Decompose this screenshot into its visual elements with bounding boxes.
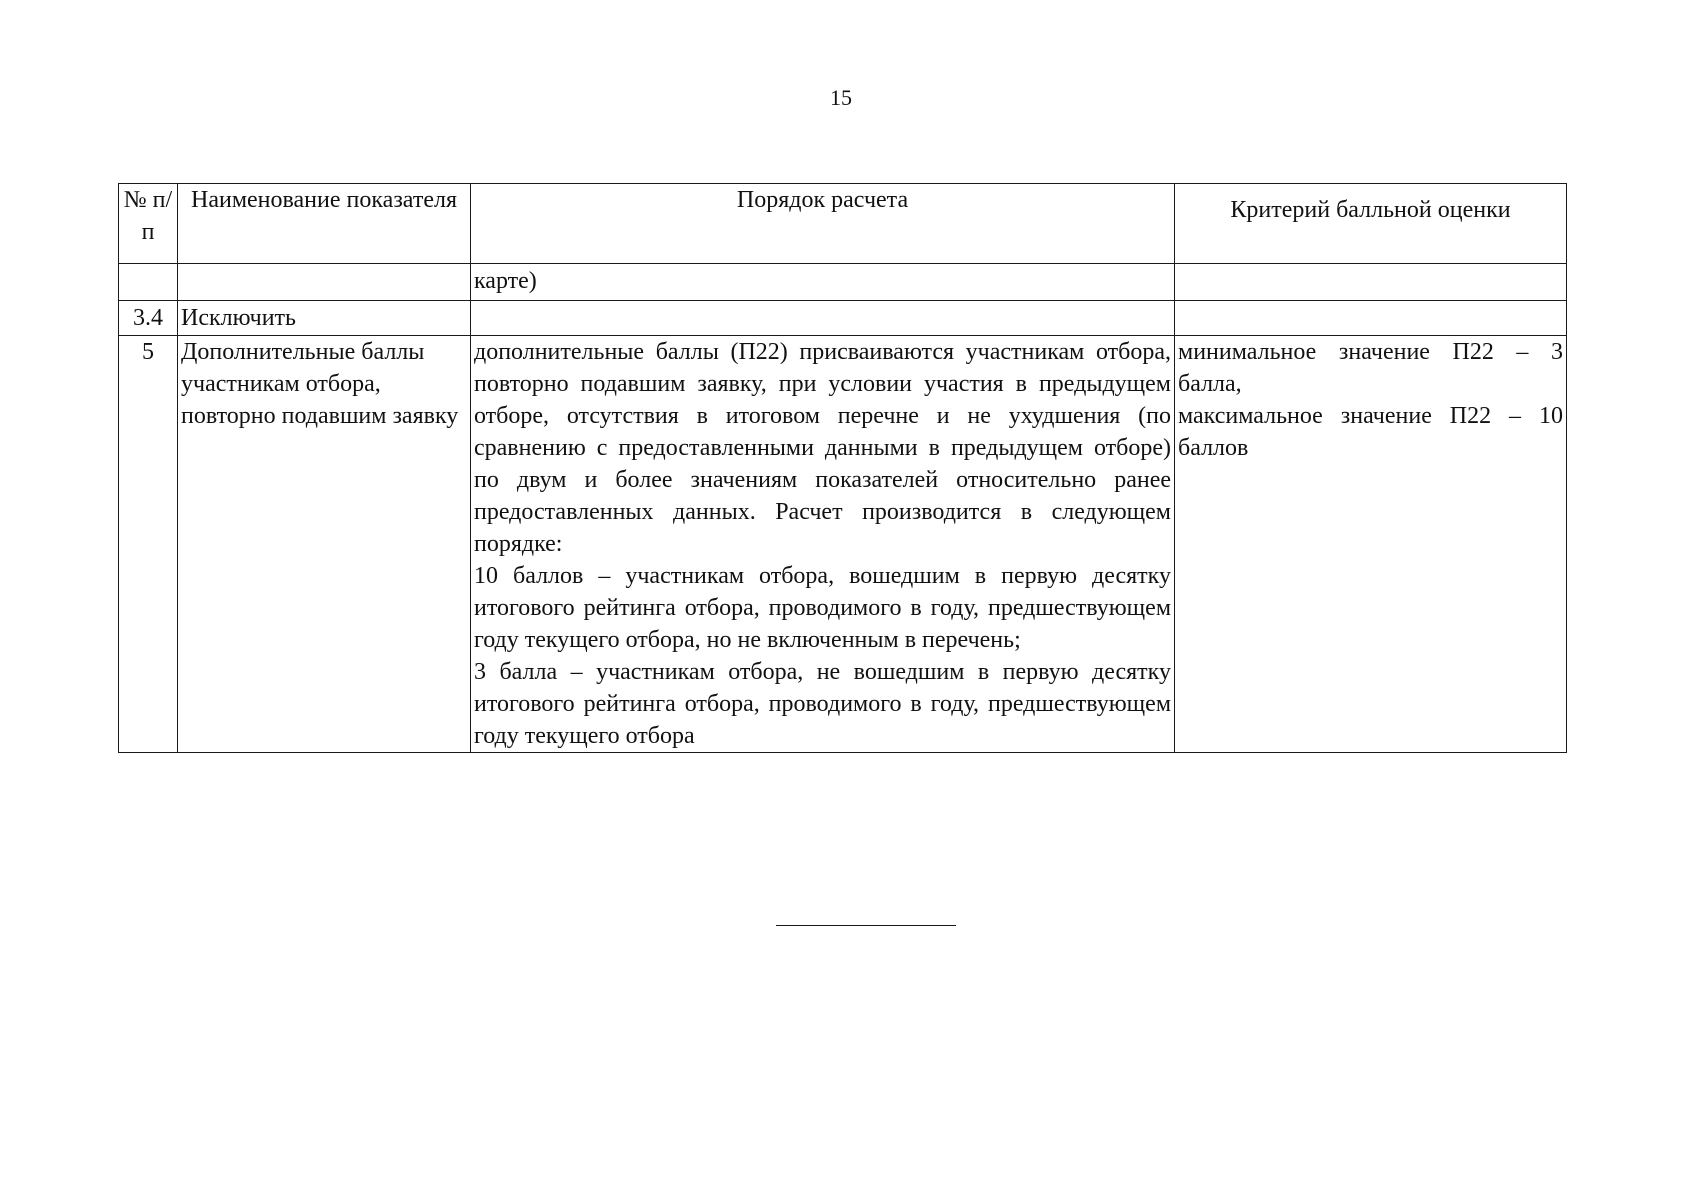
- row-calc: [471, 336, 1175, 753]
- row-criteria: [1175, 336, 1567, 753]
- row-name: [178, 264, 471, 301]
- scoring-table: [118, 183, 1567, 753]
- calc-paragraph: 10 баллов – участникам отбора, вошедшим в первую десятку итогового рейтинга отбора, проводимого в году, предшествующем году текущего отбора, но не включенным в перечень;: [474, 563, 1171, 653]
- row-num: [119, 264, 178, 301]
- page-number: 15: [830, 85, 852, 110]
- table-row: [119, 301, 1567, 336]
- row-calc: карте): [471, 264, 1175, 301]
- header-calc: Порядок расчета: [471, 184, 1175, 264]
- header-num: № п/п: [119, 184, 178, 264]
- calc-paragraph: дополнительные баллы (П22) присваиваются участникам отбора, повторно подавшим заявку, при условии участия в предыдущем отборе, отсутствия в итоговом перечне и не ухудшения (по сравнению с предоставленными данными в предыдущем отборе) по двум и более значениям показателей относительно ранее предоставленных данных. Расчет производится в следующем порядке:: [474, 339, 1171, 557]
- row-criteria: [1175, 264, 1567, 301]
- table-header-row: [119, 184, 1567, 264]
- header-name: Наименование показателя: [178, 184, 471, 264]
- table-row: [119, 336, 1567, 753]
- table-row: [119, 264, 1567, 301]
- header-criteria: Критерий балльной оценки: [1175, 184, 1567, 264]
- row-criteria: [1175, 301, 1567, 336]
- row-calc: [471, 301, 1175, 336]
- criteria-line: максимальное значение П22 – 10 баллов: [1178, 403, 1563, 461]
- row-num: 3.4: [119, 301, 178, 336]
- end-rule: [776, 925, 956, 926]
- criteria-line: минимальное значение П22 – 3 балла,: [1178, 339, 1563, 397]
- calc-paragraph: 3 балла – участникам отбора, не вошедшим в первую десятку итогового рейтинга отбора, проводимого в году, предшествующем году текущего отбора: [474, 659, 1171, 749]
- row-name: Исключить: [178, 301, 471, 336]
- row-name: Дополнительные баллы участникам отбора, повторно подавшим заявку: [178, 336, 471, 753]
- row-num: 5: [119, 336, 178, 753]
